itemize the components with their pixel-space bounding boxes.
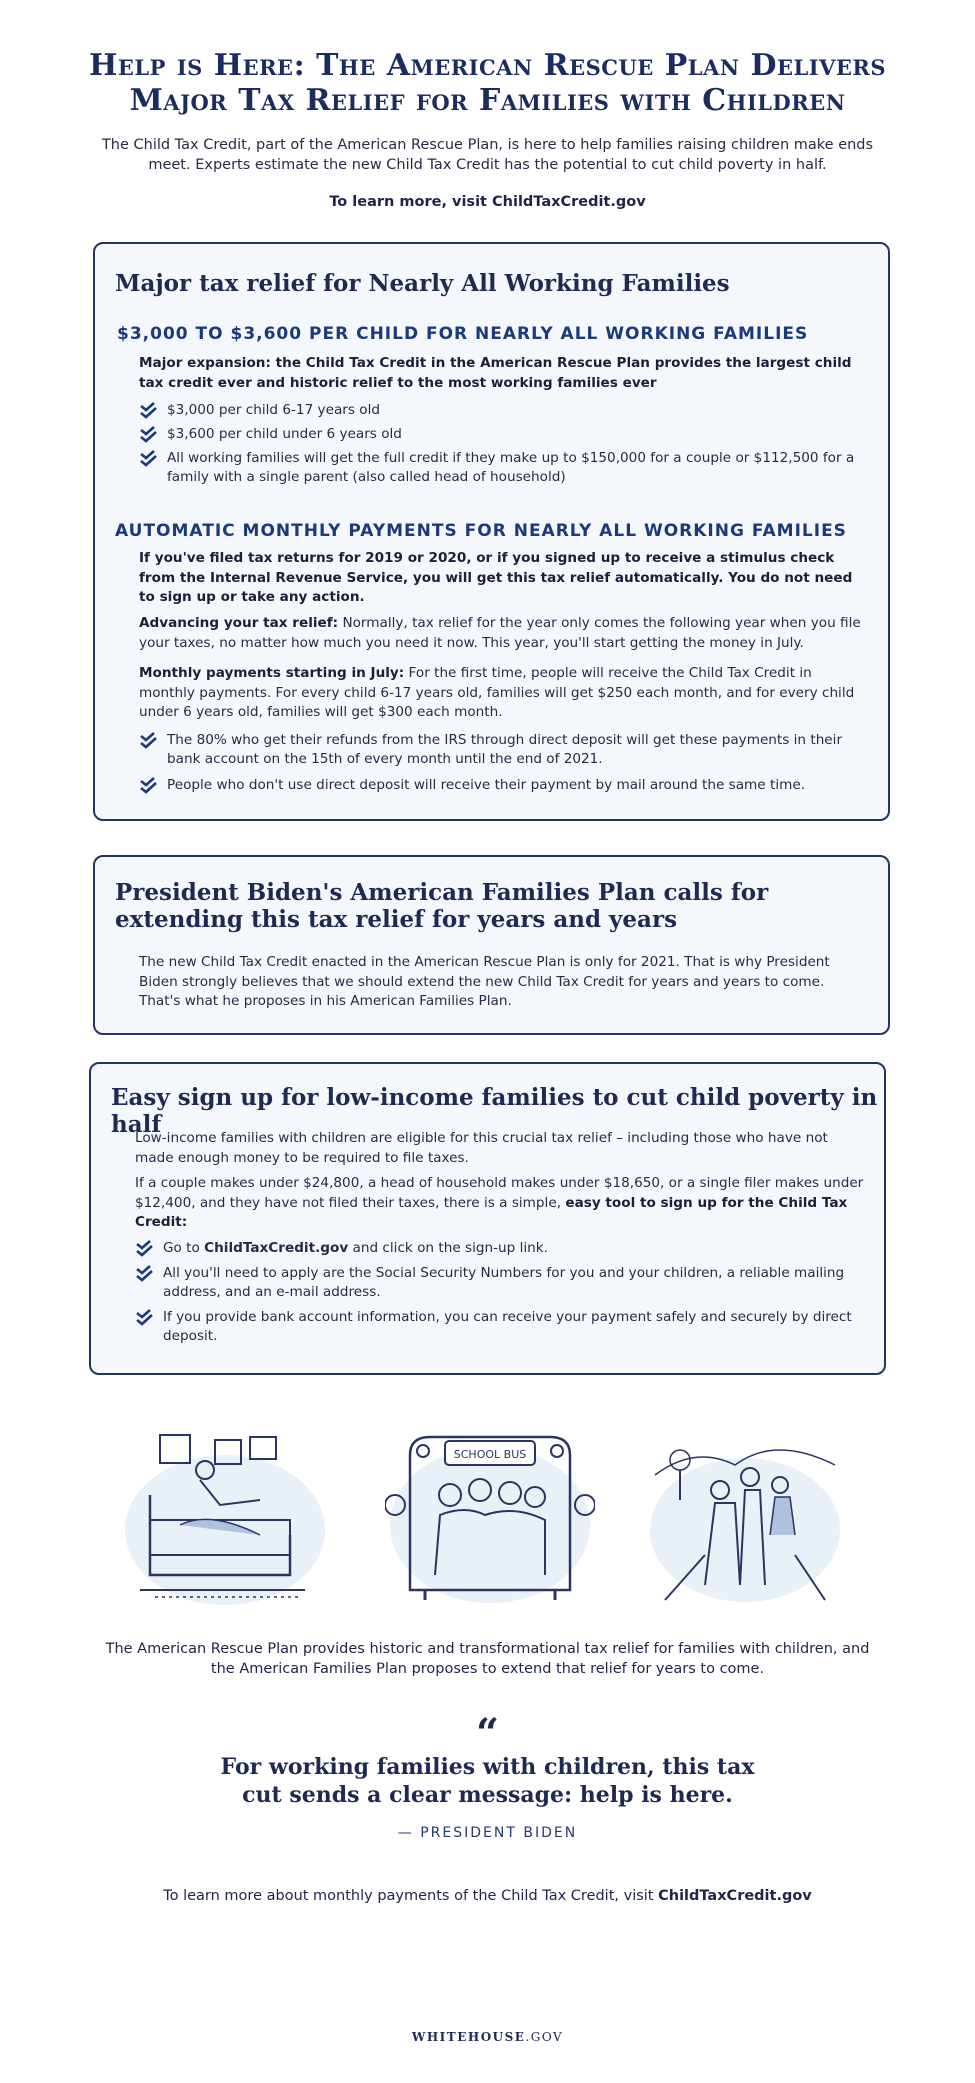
- advancing-paragraph: Advancing your tax relief: Normally, tax relief for the year only comes the following year when you file your taxes, no matter how much you need it now. This year, you'll start getting the money in July.: [139, 615, 861, 651]
- list-item: All you'll need to apply are the Social Security Numbers for you and your children, a reliable mailing address, and an e-mail address.: [135, 1264, 865, 1302]
- card1-heading: Major tax relief for Nearly All Working Families: [115, 270, 730, 297]
- section1-list: [139, 401, 869, 487]
- page-title: [40, 48, 935, 118]
- families-plan-card: [93, 855, 890, 1035]
- section2-heading: AUTOMATIC MONTHLY PAYMENTS FOR NEARLY ALL WORKING FAMILIES: [115, 521, 847, 541]
- check-icon: [139, 450, 159, 468]
- whitehouse-footer-logo[interactable]: WHITEHOUSE.GOV: [411, 2030, 564, 2044]
- check-icon: [139, 732, 159, 750]
- quote-attribution: — PRESIDENT BIDEN: [397, 1825, 578, 1841]
- list-item: If you provide bank account information, you can receive your payment safely and securely by direct deposit.: [135, 1308, 865, 1346]
- check-icon: [139, 426, 159, 444]
- list-item: Go to ChildTaxCredit.gov and click on the sign-up link.: [135, 1239, 865, 1258]
- check-icon: [135, 1240, 155, 1258]
- intro-text: The Child Tax Credit, part of the American Rescue Plan, is here to help families raising children make ends meet. Experts estimate the new Child Tax Credit has the potential to cut child poverty in half.: [101, 137, 874, 173]
- list-item: $3,600 per child under 6 years old: [139, 425, 869, 444]
- card3-paragraph-2: If a couple makes under $24,800, a head of household makes under $18,650, or a single filer makes under $12,400, and they have not filed their taxes, there is a simple, easy tool to sign up for the Child Tax Credit:: [135, 1175, 864, 1230]
- family-couch-illustration: [120, 1425, 330, 1610]
- monthly-paragraph: Monthly payments starting in July: For the first time, people will receive the Child Tax Credit in monthly payments. For every child 6-17 years old, families will get $250 each month, and for every child under 6 years old, families will get $300 each month.: [139, 665, 855, 720]
- section1-heading: $3,000 TO $3,600 PER CHILD FOR NEARLY ALL WORKING FAMILIES: [117, 324, 809, 344]
- card3-paragraph-1: Low-income families with children are eligible for this crucial tax relief – including those who have not made enough money to be required to file taxes.: [135, 1130, 828, 1166]
- title-line-1: Help is Here: The American Rescue Plan Delivers: [88, 48, 887, 83]
- tax-relief-card: [93, 242, 890, 821]
- school-bus-illustration: [385, 1425, 595, 1610]
- card3-heading: Easy sign up for low-income families to cut child poverty in half: [111, 1084, 878, 1138]
- section2-list: [139, 731, 869, 795]
- list-item: All working families will get the full credit if they make up to $150,000 for a couple or $112,500 for a family with a single parent (also called head of household): [139, 449, 869, 487]
- sign-up-card: [89, 1062, 886, 1375]
- card2-heading: President Biden's American Families Plan calls for extending this tax relief for years and years: [115, 879, 769, 933]
- list-item: $3,000 per child 6-17 years old: [139, 401, 869, 420]
- check-icon: [135, 1265, 155, 1283]
- closing-text: The American Rescue Plan provides historic and transformational tax relief for families with children, and the American Families Plan proposes to extend that relief for years to come.: [105, 1641, 870, 1677]
- title-line-2: Major Tax Relief for Families with Children: [129, 83, 846, 118]
- family-walk-illustration: [645, 1425, 845, 1610]
- learn-more-link[interactable]: To learn more, visit ChildTaxCredit.gov: [329, 194, 646, 210]
- check-icon: [139, 402, 159, 420]
- bus-sign-text: SCHOOL BUS: [453, 1448, 527, 1461]
- section2-lead: If you've filed tax returns for 2019 or 2020, or if you signed up to receive a stimulus check from the Internal Revenue Service, you will get this tax relief automatically. You do not need to sign up or take any action.: [139, 550, 853, 605]
- card2-body: The new Child Tax Credit enacted in the American Rescue Plan is only for 2021. That is why President Biden strongly believes that we should extend the new Child Tax Credit for years and years to come. That's what he proposes in his American Families Plan.: [139, 954, 830, 1009]
- list-item: The 80% who get their refunds from the IRS through direct deposit will get these payments in their bank account on the 15th of every month until the end of 2021.: [139, 731, 869, 769]
- child-tax-credit-link[interactable]: ChildTaxCredit.gov: [658, 1888, 812, 1904]
- sign-up-list: [135, 1239, 865, 1346]
- section1-lead: Major expansion: the Child Tax Credit in the American Rescue Plan provides the largest child tax credit ever and historic relief to the most working families ever: [139, 355, 852, 391]
- president-quote: For working families with children, this tax cut sends a clear message: help is here.: [220, 1754, 755, 1808]
- quote-icon: “: [475, 1710, 499, 1757]
- check-icon: [139, 777, 159, 795]
- check-icon: [135, 1309, 155, 1327]
- list-item: People who don't use direct deposit will receive their payment by mail around the same time.: [139, 776, 869, 795]
- learn-more-bottom: To learn more about monthly payments of the Child Tax Credit, visit ChildTaxCredit.gov: [163, 1888, 812, 1904]
- sign-up-link[interactable]: ChildTaxCredit.gov: [204, 1240, 349, 1256]
